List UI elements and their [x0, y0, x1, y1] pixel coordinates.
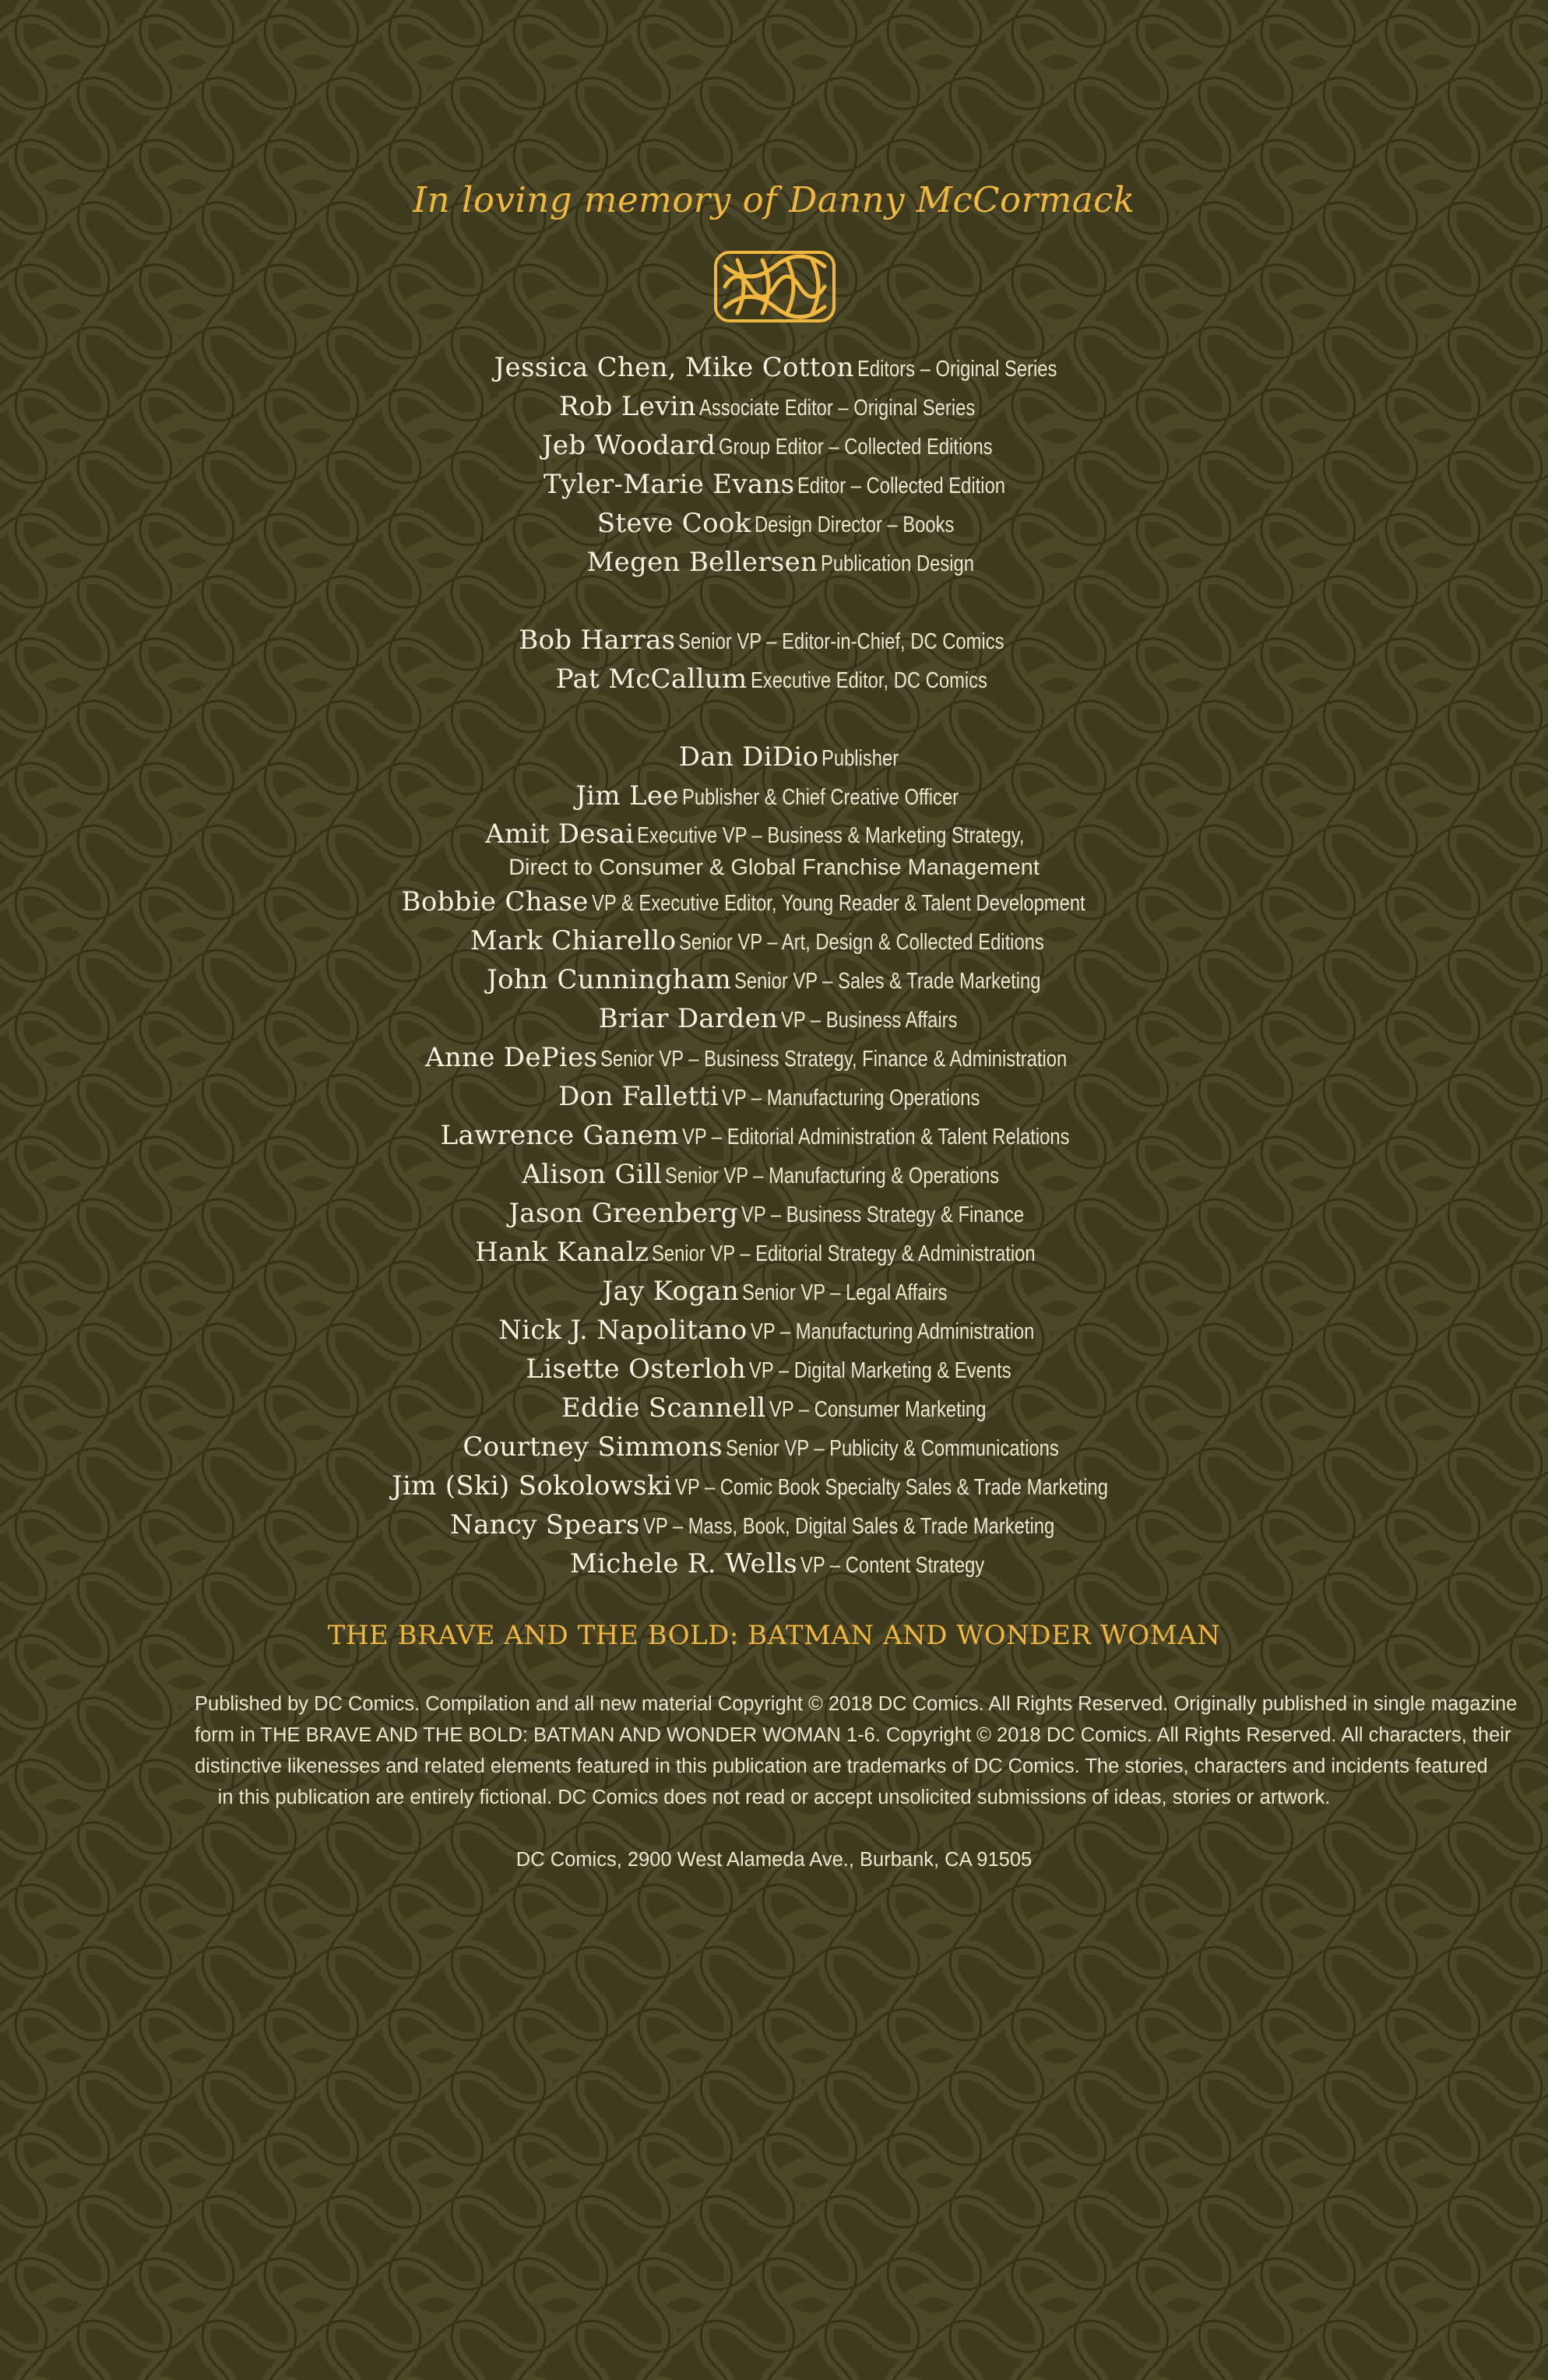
credit-title: Editor – Collected Edition [797, 474, 1006, 498]
credit-row [0, 921, 1548, 960]
credit-title: VP – Consumer Marketing [769, 1397, 986, 1422]
credit-row [0, 543, 1548, 582]
credit-title: VP – Digital Marketing & Events [749, 1358, 1011, 1383]
credit-row [0, 960, 1548, 999]
credit-row [0, 1233, 1548, 1272]
credit-name: Nick J. Napolitano [498, 1315, 748, 1346]
credit-row [0, 1350, 1548, 1389]
credit-row [0, 1428, 1548, 1466]
credit-title: Senior VP – Manufacturing & Operations [665, 1164, 1000, 1188]
credit-title: Senior VP – Art, Design & Collected Editions [679, 930, 1045, 955]
credit-name: Megen Bellersen [586, 547, 818, 578]
celtic-knot-icon [714, 251, 836, 322]
credit-name: Lawrence Ganem [440, 1120, 679, 1151]
credit-title: Senior VP – Sales & Trade Marketing [734, 969, 1041, 994]
credit-row [0, 660, 1548, 699]
credit-name: Jay Kogan [602, 1276, 740, 1307]
credit-row [0, 1116, 1548, 1155]
credit-name: Bob Harras [519, 625, 676, 656]
credit-name: Mark Chiarello [470, 925, 677, 956]
credit-row [0, 1272, 1548, 1311]
credit-title: VP – Business Affairs [781, 1008, 958, 1033]
credit-row [0, 426, 1548, 465]
publisher-address: DC Comics, 2900 West Alameda Ave., Burbank, CA 91505 [515, 1849, 1033, 1871]
credit-row [0, 776, 1548, 815]
credit-name: Jim (Ski) Sokolowski [392, 1470, 672, 1502]
credit-title: VP – Manufacturing Operations [721, 1086, 980, 1111]
credit-title: VP – Content Strategy [800, 1553, 985, 1578]
credit-name: Don Falletti [558, 1081, 719, 1112]
credit-name: Rob Levin [558, 391, 697, 422]
credit-row [0, 1155, 1548, 1194]
credit-name: Tyler-Marie Evans [543, 469, 795, 500]
credit-name: Jessica Chen, Mike Cotton [494, 352, 854, 383]
credit-title: VP & Executive Editor, Young Reader & Talent Development [591, 891, 1085, 916]
credit-title: Senior VP – Business Strategy, Finance & Administration [600, 1047, 1068, 1072]
credit-name: Briar Darden [598, 1003, 779, 1034]
credits-chiefs [0, 621, 1548, 699]
credit-title: Publication Design [821, 551, 975, 576]
credit-name: Michele R. Wells [569, 1548, 797, 1579]
credit-row [0, 999, 1548, 1038]
credit-title: Publisher [821, 746, 899, 771]
credit-row [0, 504, 1548, 543]
legal-line: in this publication are entirely fictional. DC Comics does not read or accept unsolicited submissions of ideas, stories or artwork. [217, 1787, 1331, 1808]
credits-executives [0, 738, 1548, 1583]
credit-row [0, 882, 1548, 921]
credit-name: Lisette Osterloh [526, 1354, 747, 1385]
credit-row [0, 1544, 1548, 1583]
credit-row [0, 465, 1548, 504]
credit-title: VP – Editorial Administration & Talent Relations [681, 1125, 1070, 1150]
legal-line: form in THE BRAVE AND THE BOLD: BATMAN AND WONDER WOMAN 1-6. Copyright © 2018 DC Comics. All Rights Reserved. All characters, their [195, 1724, 1511, 1746]
credit-title: VP – Manufacturing Administration [750, 1319, 1034, 1344]
credit-name: Courtney Simmons [463, 1431, 723, 1463]
credit-name: Nancy Spears [450, 1509, 640, 1540]
credit-title: Executive VP – Business & Marketing Strategy, [637, 823, 1025, 848]
legal-line: Published by DC Comics. Compilation and all new material Copyright © 2018 DC Comics. All Rights Reserved. Originally published in single magazine [195, 1693, 1518, 1715]
credit-name: Alison Gill [522, 1159, 663, 1190]
credit-row [0, 621, 1548, 660]
credit-row [0, 1311, 1548, 1350]
book-title: THE BRAVE AND THE BOLD: BATMAN AND WONDER WOMAN [327, 1620, 1221, 1651]
credit-name: Dan DiDio [678, 741, 819, 773]
credit-name: Pat McCallum [555, 664, 748, 695]
credit-title: Editors – Original Series [857, 357, 1057, 382]
credit-title: Publisher & Chief Creative Officer [681, 785, 959, 810]
credits-editorial [0, 348, 1548, 582]
credit-name: John Cunningham [487, 964, 731, 995]
credit-row [0, 1077, 1548, 1116]
credit-row [0, 387, 1548, 426]
legal-notice [195, 1688, 1518, 1813]
credit-title: VP – Business Strategy & Finance [741, 1202, 1024, 1227]
credit-name: Eddie Scannell [561, 1392, 766, 1424]
credit-name: Anne DePies [424, 1042, 598, 1073]
credit-row [0, 348, 1548, 387]
credit-title: Group Editor – Collected Editions [719, 435, 993, 459]
credit-row [0, 1194, 1548, 1233]
credit-name: Hank Kanalz [475, 1237, 649, 1268]
credit-row [0, 1038, 1548, 1077]
credit-title: Senior VP – Editorial Strategy & Administration [652, 1241, 1036, 1266]
credit-title: VP – Mass, Book, Digital Sales & Trade Marketing [642, 1514, 1055, 1539]
dedication-heading: In loving memory of Danny McCormack [413, 179, 1135, 220]
credit-title: VP – Comic Book Specialty Sales & Trade Marketing [674, 1475, 1108, 1500]
credit-row [0, 1505, 1548, 1544]
credit-row [0, 815, 1548, 882]
credit-name: Jim Lee [575, 780, 679, 812]
credit-name: Jason Greenberg [508, 1198, 738, 1229]
credit-row [0, 1466, 1548, 1505]
credit-title: Senior VP – Publicity & Communications [725, 1436, 1059, 1461]
legal-line: distinctive likenesses and related elements featured in this publication are trademarks of DC Comics. The stories, characters and incidents featured [195, 1755, 1488, 1777]
credit-name: Amit Desai [485, 819, 635, 850]
credit-title: Senior VP – Legal Affairs [742, 1280, 948, 1305]
credit-title: Associate Editor – Original Series [699, 396, 976, 421]
credit-row [0, 738, 1548, 776]
credit-title: Senior VP – Editor-in-Chief, DC Comics [678, 629, 1004, 654]
credit-row [0, 1389, 1548, 1428]
credit-title: Design Director – Books [754, 512, 954, 537]
credit-name: Jeb Woodard [541, 430, 716, 461]
credit-name: Bobbie Chase [401, 886, 589, 917]
credit-name: Steve Cook [596, 508, 751, 539]
credit-title-continued: Direct to Consumer & Global Franchise Management [508, 855, 1040, 880]
credit-title: Executive Editor, DC Comics [750, 668, 987, 693]
